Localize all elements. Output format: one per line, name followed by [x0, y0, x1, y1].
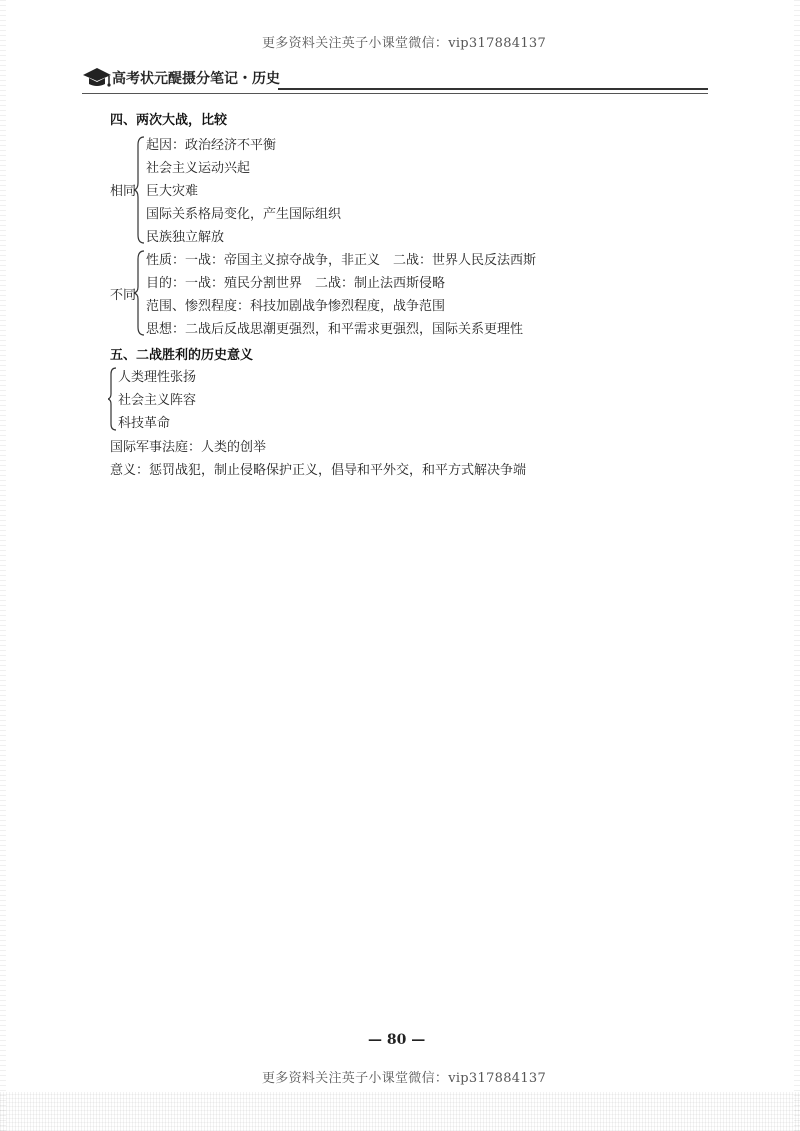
bottom-watermark: 更多资料关注英子小课堂微信：vip317884137: [262, 1071, 547, 1086]
same-item: 国际关系格局变化，产生国际组织: [146, 207, 342, 222]
section-4-title: 四、两次大战，比较: [110, 113, 228, 128]
bottom-scan-noise: [0, 1092, 800, 1131]
different-item: 性质：一战：帝国主义掠夺战争，非正义 二战：世界人民反法西斯: [146, 253, 537, 268]
different-label: 不同: [110, 288, 137, 303]
same-label: 相同: [110, 184, 137, 199]
graduation-cap-icon: [82, 66, 112, 88]
header-rule: [278, 88, 708, 90]
header-rule-lower: [82, 93, 708, 94]
significance-brace: [108, 366, 118, 432]
significance-item: 科技革命: [118, 416, 171, 431]
different-item: 目的：一战：殖民分割世界 二战：制止法西斯侵略: [146, 276, 446, 291]
section-5-title: 五、二战胜利的历史意义: [110, 348, 254, 363]
different-brace: [134, 249, 146, 337]
left-scan-edge: [0, 0, 6, 1131]
meaning-line: 意义：惩罚战犯，制止侵略保护正义，倡导和平外交，和平方式解决争端: [110, 463, 527, 478]
significance-item: 社会主义阵容: [118, 393, 197, 408]
header-title: 高考状元醍摄分笔记・历史: [112, 71, 280, 87]
right-scan-edge: [794, 0, 800, 1131]
page-number: — 80 —: [368, 1032, 426, 1048]
different-item: 思想：二战后反战思潮更强烈，和平需求更强烈，国际关系更理性: [146, 322, 524, 337]
significance-item: 人类理性张扬: [118, 370, 197, 385]
tribunal-line: 国际军事法庭：人类的创举: [110, 440, 267, 455]
same-item: 民族独立解放: [146, 230, 225, 245]
same-item: 社会主义运动兴起: [146, 161, 251, 176]
same-brace: [134, 135, 146, 245]
different-item: 范围、惨烈程度：科技加剧战争惨烈程度，战争范围: [146, 299, 446, 314]
same-item: 巨大灾难: [146, 184, 199, 199]
top-watermark: 更多资料关注英子小课堂微信：vip317884137: [262, 36, 547, 51]
same-item: 起因：政治经济不平衡: [146, 138, 277, 153]
